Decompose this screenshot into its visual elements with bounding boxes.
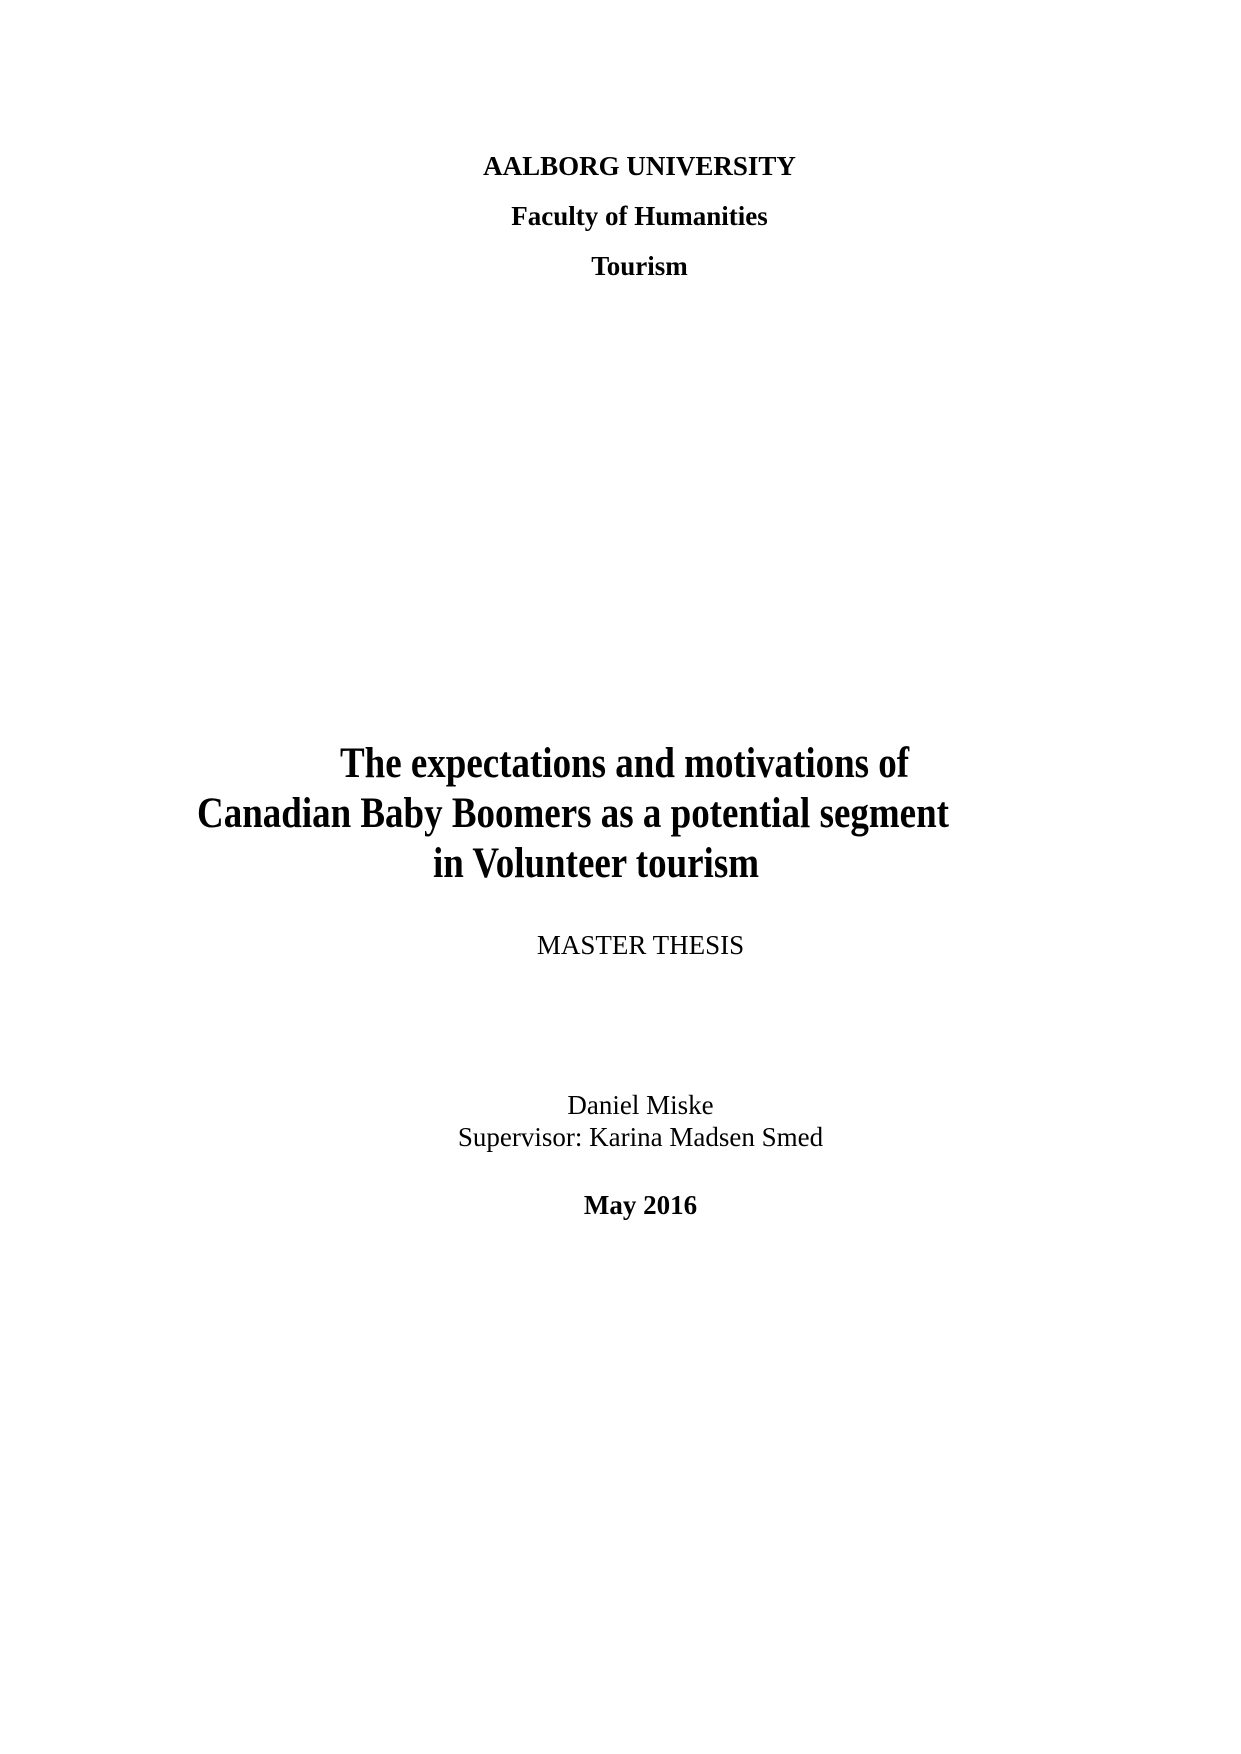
document-type: MASTER THESIS (536, 930, 745, 960)
submission-date: May 2016 (583, 1190, 698, 1220)
university-name: AALBORG UNIVERSITY (483, 151, 796, 181)
supervisor-name: Supervisor: Karina Madsen Smed (457, 1122, 824, 1152)
thesis-title-line-1: The expectations and motivations of (340, 740, 910, 787)
faculty-name: Faculty of Humanities (511, 201, 768, 231)
author-name: Daniel Miske (567, 1090, 714, 1120)
thesis-title-line-2: Canadian Baby Boomers as a potential segment (197, 790, 949, 837)
department-name: Tourism (591, 251, 688, 281)
thesis-title-line-3: in Volunteer tourism (433, 840, 760, 887)
